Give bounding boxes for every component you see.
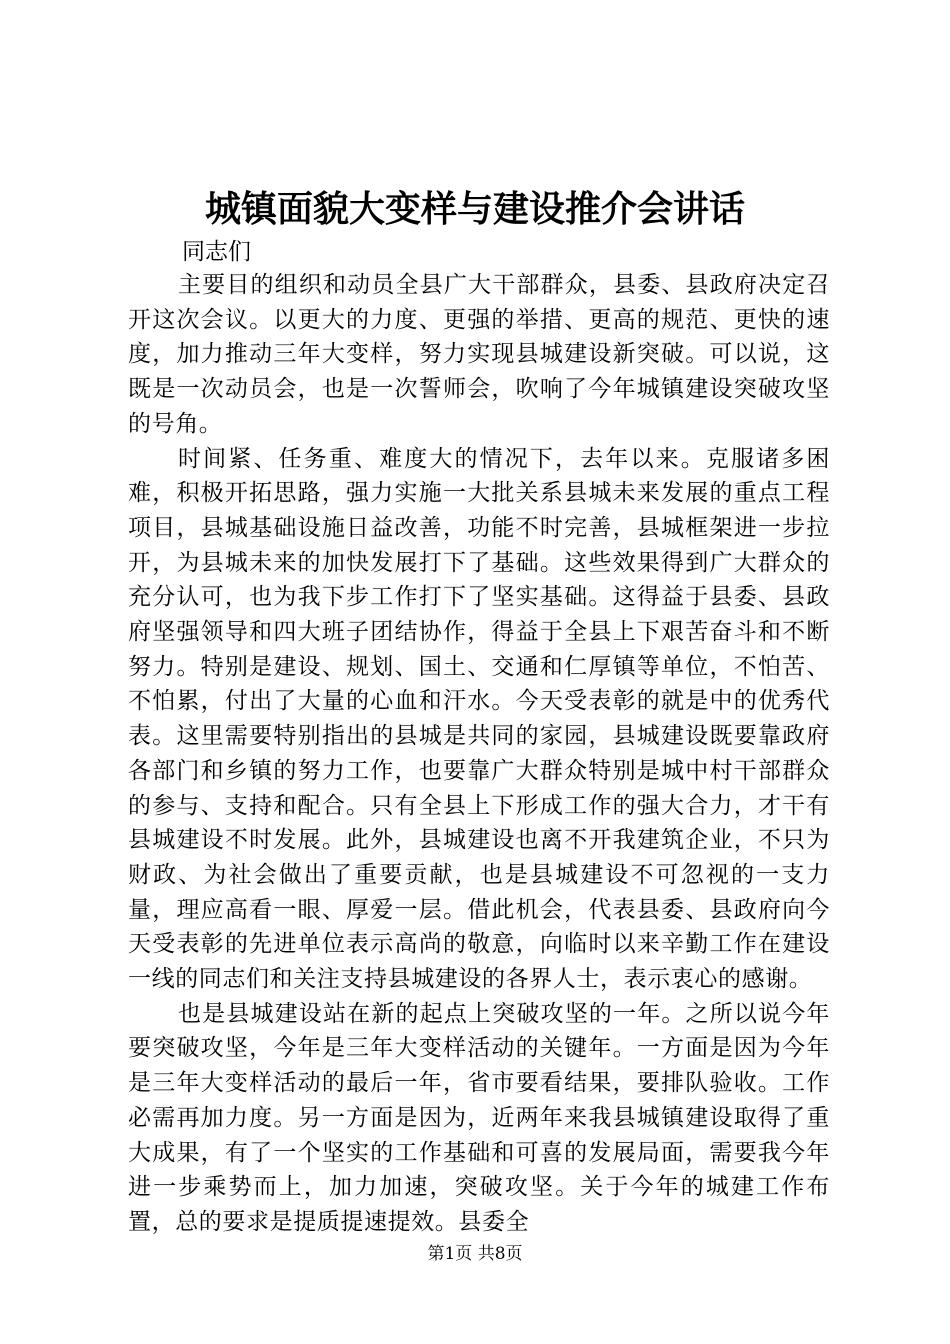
paragraph-2: 时间紧、任务重、难度大的情况下，去年以来。克服诸多困难，积极开拓思路，强力实施一大批关系县城未来发展的重点工程项目，县城基础设施日益改善，功能不时完善，县城框架进一步拉开，为县城未来的加快发展打下了基础。这些效果得到广大群众的充分认可，也为我下步工作打下了坚实基础。这得益于县委、县政府坚强领导和四大班子团结协作，得益于全县上下艰苦奋斗和不断努力。特别是建设、规划、国土、交通和仁厚镇等单位，不怕苦、不怕累，付出了大量的心血和汗水。今天受表彰的就是中的优秀代表。这里需要特别指出的县城是共同的家园，县城建设既要靠政府各部门和乡镇的努力工作，也要靠广大群众特别是城中村干部群众的参与、支持和配合。只有全县上下形成工作的强大合力，才干有县城建设不时发展。此外，县城建设也离不开我建筑企业，不只为财政、为社会做出了重要贡献，也是县城建设不可忽视的一支力量，理应高看一眼、厚爱一层。借此机会，代表县委、县政府向今天受表彰的先进单位表示高尚的敬意，向临时以来辛勤工作在建设一线的同志们和关注支持县城建设的各界人士，表示衷心的感谢。 [128,445,830,993]
page-footer: 第1页 共8页 [427,1244,523,1264]
salutation: 同志们 [182,239,251,265]
document-body [128,268,830,1240]
paragraph-1: 主要目的组织和动员全县广大干部群众，县委、县政府决定召开这次会议。以更大的力度、更强的举措、更高的规范、更快的速度，加力推动三年大变样，努力实现县城建设新突破。可以说，这既是一次动员会，也是一次誓师会，吹响了今年城镇建设突破攻坚的号角。 [128,272,830,437]
document-title: 城镇面貌大变样与建设推介会讲话 [204,188,745,230]
paragraph-3: 也是县城建设站在新的起点上突破攻坚的一年。之所以说今年要突破攻坚，今年是三年大变样活动的关键年。一方面是因为今年是三年大变样活动的最后一年，省市要看结果，要排队验收。工作必需再加力度。另一方面是因为，近两年来我县城镇建设取得了重大成果，有了一个坚实的工作基础和可喜的发展局面，需要我今年进一步乘势而上，加力加速，突破攻坚。关于今年的城建工作布置，总的要求是提质提速提效。县委全 [128,1000,830,1235]
